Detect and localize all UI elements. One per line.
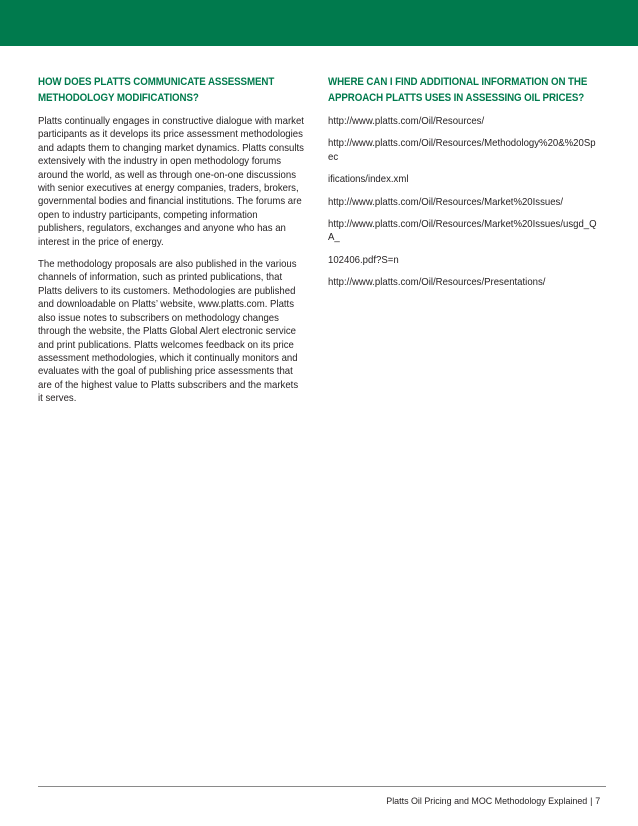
right-column	[328, 74, 600, 299]
left-column	[38, 74, 306, 415]
resource-link-continuation[interactable]: ifications/index.xml	[328, 174, 409, 186]
footer-separator: |	[589, 795, 593, 806]
resource-link[interactable]: http://www.platts.com/Oil/Resources/Presentations/	[328, 277, 546, 289]
footer-title: Platts Oil Pricing and MOC Methodology Explained	[386, 795, 588, 806]
resource-link[interactable]: http://www.platts.com/Oil/Resources/	[328, 116, 485, 127]
page-number: 7	[595, 795, 600, 806]
paragraph: The methodology proposals are also published in the various channels of information, such as printed publications, that Platts delivers to its customers. Methodologies are published and downloadable on Platts’ website, www.platts.com. Platts also issue notes to subscribers on methodology changes through the website, the Platts Global Alert electronic service and print publications. Platts welcomes feedback on its price assessment methodologies, which it continually monitors and evaluates with the goal of publishing price assessments that are of the highest value to Platts subscribers and the markets it serves.	[38, 259, 299, 405]
footer-rule	[38, 786, 606, 787]
resource-link-part: http://www.platts.com/Oil/Resources/Methodology%20&%20Spec	[328, 138, 596, 163]
resource-link-continuation[interactable]: 102406.pdf?S=n	[328, 254, 399, 266]
left-heading: HOW DOES PLATTS COMMUNICATE ASSESSMENT METHODOLOGY MODIFICATIONS?	[38, 76, 275, 104]
resource-link[interactable]: http://www.platts.com/Oil/Resources/Market%20Issues/usgd_QA_	[328, 219, 597, 244]
resource-link[interactable]: http://www.platts.com/Oil/Resources/Market%20Issues/	[328, 196, 564, 208]
right-heading: WHERE CAN I FIND ADDITIONAL INFORMATION ON THE APPROACH PLATTS USES IN ASSESSING OIL PRICES?	[328, 76, 588, 104]
paragraph: Platts continually engages in constructive dialogue with market participants as it develops its price assessment methodologies and adapts them to changing market dynamics. Platts consults extensively with the industry in open methodology forums around the world, as well as through one-on-one discussions with senior executives at energy companies, traders, brokers, governmental bodies and financial institutions. The forums are open to industry participants, competing information publishers, regulators, exchanges and anyone who has an interest in the price of energy.	[38, 116, 304, 248]
header-bar	[0, 0, 638, 46]
resource-link[interactable]	[328, 137, 599, 164]
page-footer	[386, 795, 600, 807]
